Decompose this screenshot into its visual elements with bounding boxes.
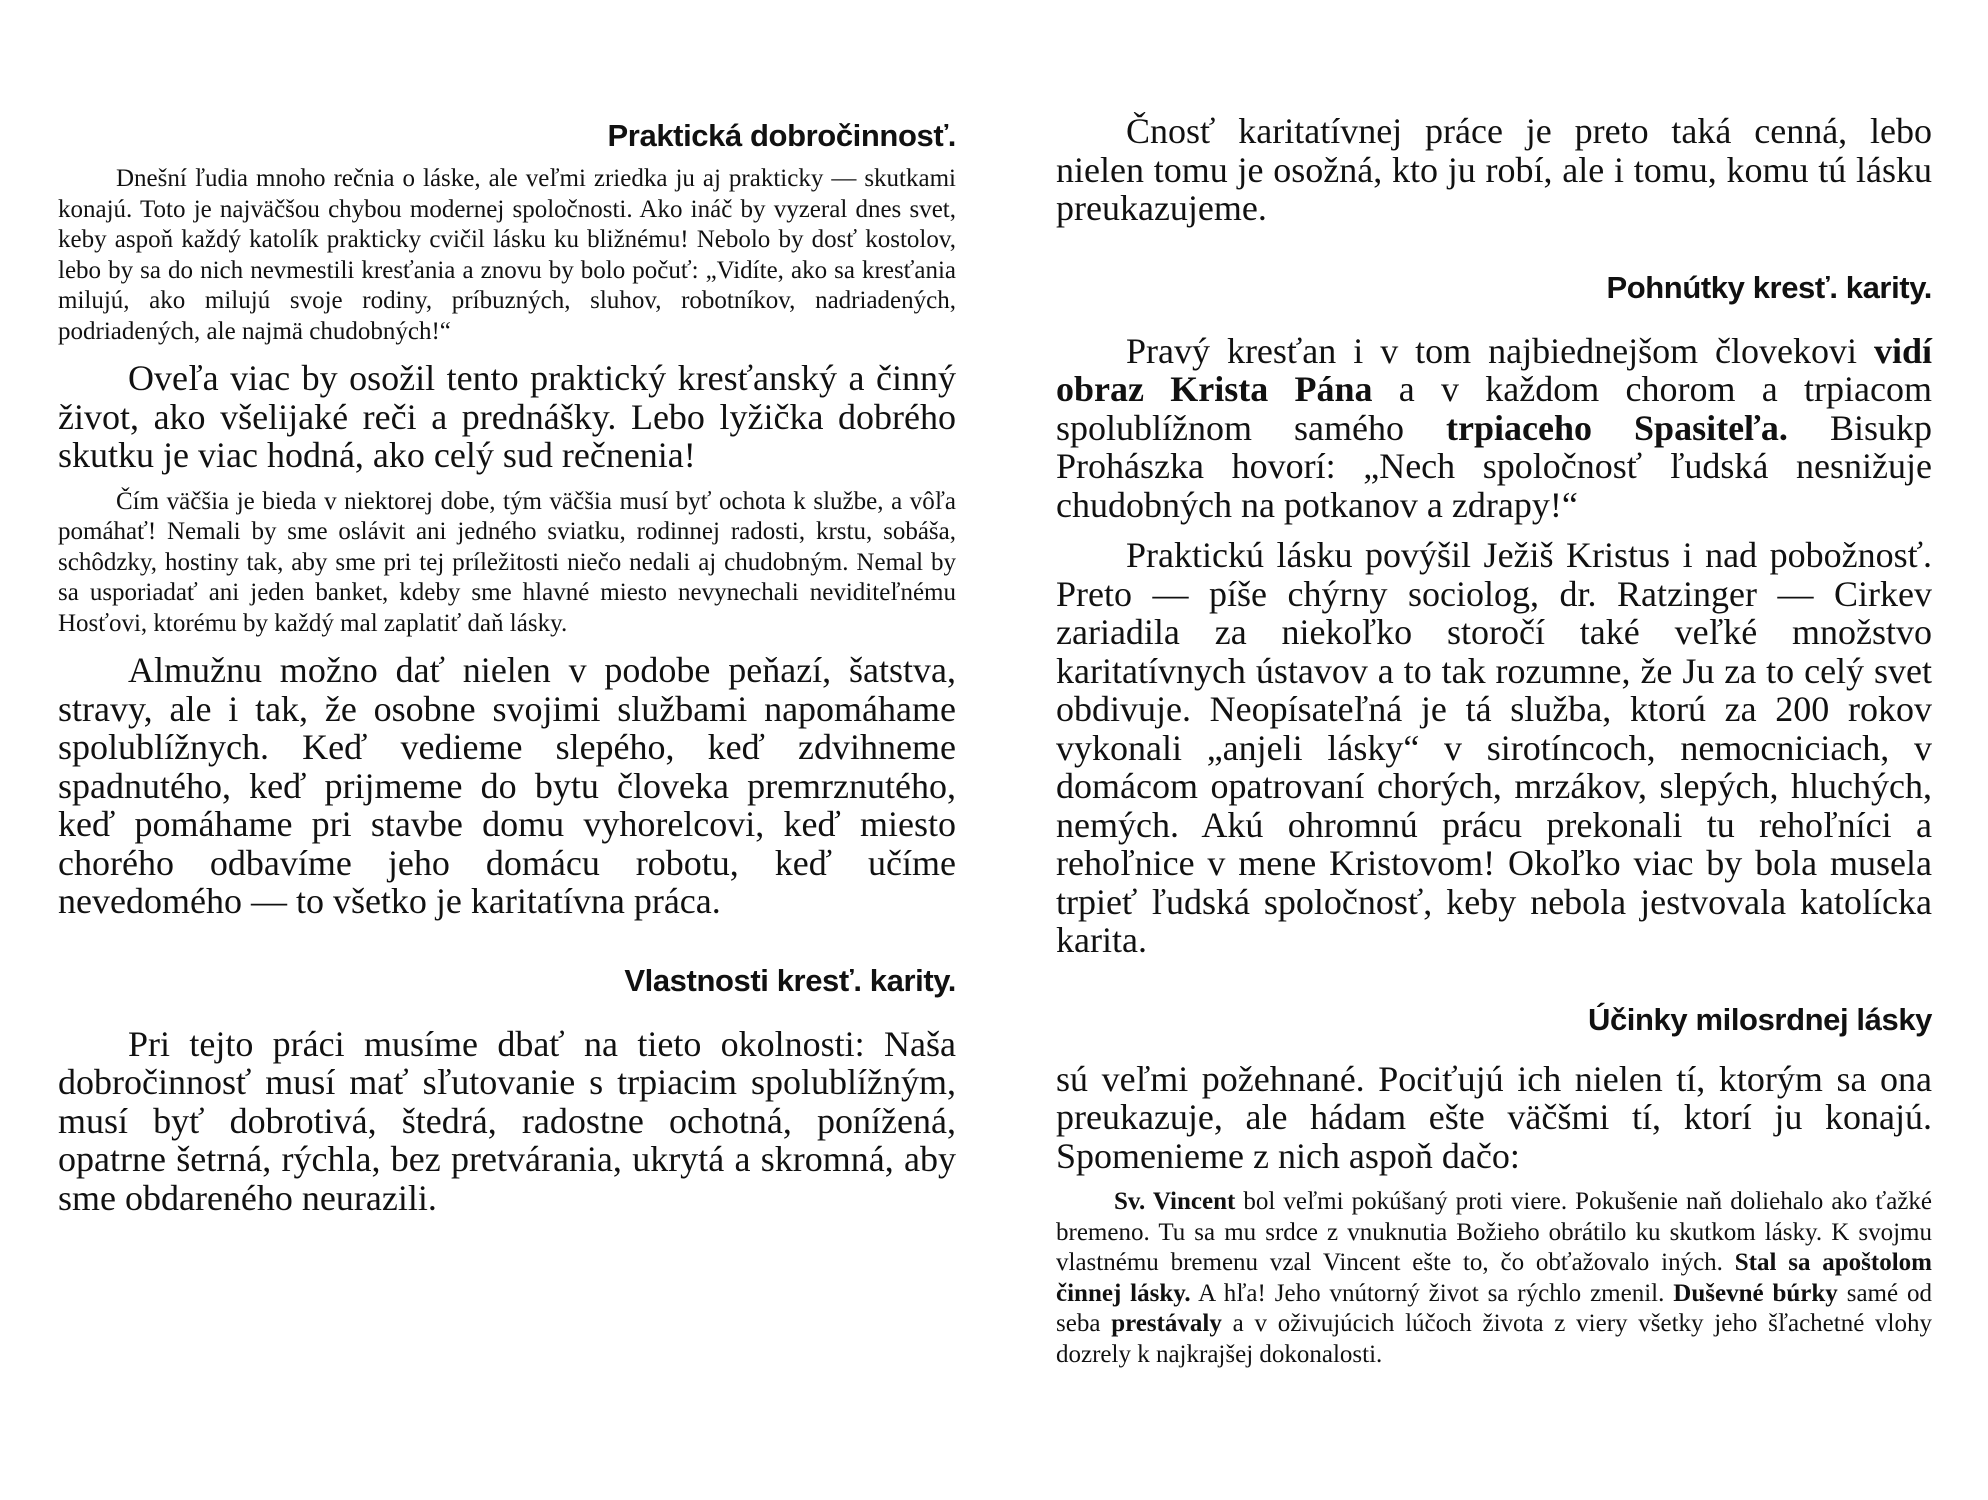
heading-ucinky-lasky: Účinky milosrdnej lásky <box>1587 1001 1932 1037</box>
paragraph-cnost-karitativnej: Čnosť karitatívnej práce je preto taká cenná, lebo nielen tomu je osožná, kto ju robí, ale i tomu, komu tú lásku preukazujeme. <box>1056 111 1932 228</box>
paragraph-sv-vincent <box>1056 1187 1932 1370</box>
heading-prakticka-dobrocinnost: Praktická dobročinnosť. <box>607 118 956 153</box>
right-page <box>994 0 1988 1500</box>
paragraph-almuznu: Almužnu možno dať nielen v podobe peňazí, šatstva, stravy, ale i tak, že osobne svojimi službami napomáhame spolublížnych. Keď vedieme slepého, keď zdvihneme spadnutého, keď prijmeme do bytu človeka premrznutého, keď pomáhame pri stavbe domu vyhorelcovi, keď miesto chorého odbavíme jeho domácu robotu, keď učíme nevedomého — to všetko je karitatívna práca. <box>58 650 956 921</box>
text-run: Pravý kresťan i v tom najbiednejšom človekovi <box>1126 330 1874 371</box>
emphasis-dusevne-burky: Duševné búrky <box>1673 1279 1838 1307</box>
emphasis-prestavaly: prestávaly <box>1111 1310 1222 1337</box>
text-run: samé od seba <box>1056 1279 1932 1337</box>
paragraph-cim-vacsia: Čím väčšia je bieda v niektorej dobe, tým väčšia musí byť ochota k službe, a vôľa pomáhať! Nemali by sme oslávit ani jedného sviatku, rodinnej radosti, krstu, sobáša, schôdzky, hostiny tak, aby sme pri tej príležitosti niečo nedali aj chudobným. Nemal by sa usporiadať ani jeden banket, kdeby sme hlavné miesto nevynechali neviditeľnému Hosťovi, ktorému by každý mal zaplatiť daň lásky. <box>58 487 956 637</box>
text-run: A hľa! Jeho vnútorný život sa rýchlo zmenil. <box>1190 1279 1674 1307</box>
paragraph-prakticku-lasku: Praktickú lásku povýšil Ježiš Kristus i nad pobožnosť. Preto — píše chýrny sociolog, dr. Ratzinger — Cirkev zariadila za niekoľko storočí také veľké množstvo karitatívnych ústavov a to tak rozumne, že Ju za to celý svet obdivuje. Neopísateľná je tá služba, ktorú za 200 rokov vykonali „anjeli lásky“ v sirotíncoch, nemocniciach, v domácom opatrovaní chorých, mrzákov, slepých, hluchých, nemých. Akú ohromnú prácu prekonali tu rehoľníci a rehoľnice v mene Kristovom! Okoľko viac by bola musela trpieť ľudská spoločnosť, keby nebola jestvovala katolícka karita. <box>1056 535 1932 960</box>
emphasis-sv-vincent: Sv. Vincent <box>1114 1188 1236 1215</box>
emphasis-trpiaceho-spasitela: trpiaceho Spasiteľa. <box>1446 407 1788 448</box>
paragraph-dnesni-ludia: Dnešní ľudia mnoho rečnia o láske, ale veľmi zriedka ju aj prakticky — skutkami konajú. Toto je najväčšou chybou modernej spoločnosti. Ako ináč by vyzeral dnes svet, keby aspoň každý katolík prakticky cvičil lásku ku bližnému! Nebolo by dosť kostolov, lebo by sa do nich nevmestili kresťania a znovu by bolo počuť: „Vidíte, ako sa kresťania milujú, ako milujú svoje rodiny, príbuzných, sluhov, robotníkov, nadriadených, podriadených, ale najmä chudobných!“ <box>58 165 956 345</box>
heading-pohnutky-karity: Pohnútky kresť. karity. <box>1606 269 1932 305</box>
paragraph-pri-tejto-praci: Pri tejto práci musíme dbať na tieto okolnosti: Naša dobročinnosť musí mať sľutovanie s trpiacim spolublížným, musí byť dobrotivá, štedrá, radostne ochotná, ponížená, opatrne šetrná, rýchla, bez pretvárania, ukrytá a skromná, aby sme obdareného neurazili. <box>58 1023 956 1218</box>
paragraph-ovela-viac: Oveľa viac by osožil tento praktický kresťanský a činný život, ako všelijaké reči a prednášky. Lebo lyžička dobrého skutku je viac hodná, ako celý sud rečnenia! <box>58 358 956 475</box>
emphasis-apostol-lasky: Stal sa apoštolom činnej lásky. <box>1056 1249 1932 1307</box>
heading-vlastnosti-karity: Vlastnosti kresť. karity. <box>624 962 956 998</box>
text-run: a v oživujúcich lúčoch života z viery všetky jeho šľachetné vlohy dozrely k najkrajšej dokonalosti. <box>1056 1310 1933 1368</box>
text-run: bol veľmi pokúšaný proti viere. Pokušenie naň doliehalo ako ťažké bremeno. Tu sa mu srdce z vnuknutia Božieho obrátilo ku skutkom lásky. K svojmu vlastnému bremenu vzal Vincent ešte to, čo obťažovalo iných. <box>1056 1188 1932 1276</box>
paragraph-pravy-krestan <box>1056 332 1932 525</box>
text-run: Bisukp Prohászka hovorí: „Nech spoločnosť ľudská nesnižuje chudobných na potkanov a zdrapy!“ <box>1056 407 1932 525</box>
emphasis-obraz-krista: vidí obraz Krista Pána <box>1056 330 1932 409</box>
text-run: a v každom chorom a trpiacom spolublížnom samého <box>1056 369 1932 448</box>
paragraph-su-velmi: sú veľmi požehnané. Pociťujú ich nielen tí, ktorým sa ona preukazuje, ale hádam ešte väčšmi tí, ktorí ju konajú. Spomenieme z nich aspoň dačo: <box>1056 1058 1932 1176</box>
